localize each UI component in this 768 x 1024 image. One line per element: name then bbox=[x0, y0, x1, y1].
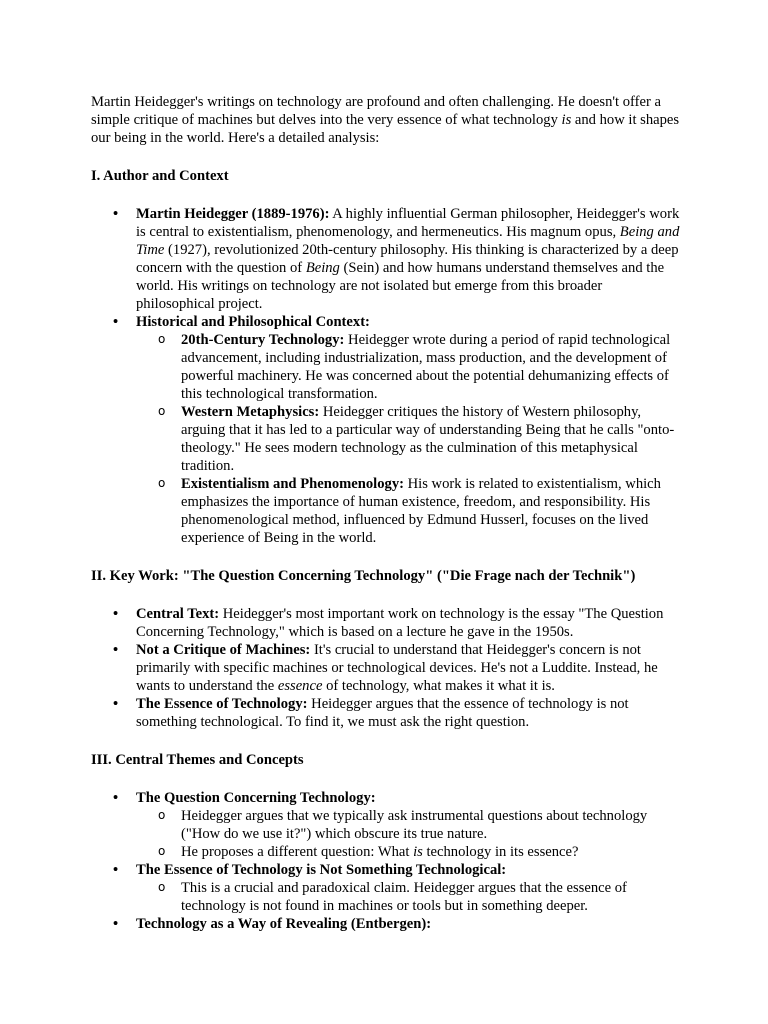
intro-text: and how it shapes our being in the world. Here's a detailed analysis: bbox=[91, 112, 680, 146]
subitem-text: technology in its essence? bbox=[422, 844, 579, 860]
section-3-list bbox=[91, 789, 681, 933]
item-emphasis: Being bbox=[305, 260, 340, 276]
section-heading-themes: III. Central Themes and Concepts bbox=[91, 752, 304, 768]
item-label: The Essence of Technology is Not Something Technological: bbox=[136, 862, 507, 878]
context-sublist bbox=[136, 331, 681, 547]
book-title: Being and Time bbox=[136, 224, 680, 258]
section-1-list bbox=[91, 205, 681, 547]
subitem-label: 20th-Century Technology: bbox=[181, 332, 345, 348]
list-item-revealing bbox=[91, 915, 681, 933]
list-item-not-technological bbox=[91, 861, 681, 915]
item-label: Martin Heidegger (1889-1976): bbox=[136, 206, 330, 222]
subitem-emphasis: is bbox=[413, 844, 423, 860]
subitem-text: Heidegger wrote during a period of rapid technological advancement, including industrialization, mass production, and the development of powerful machinery. He was concerned about the potential dehumanizing effects of this technological transformation. bbox=[181, 332, 671, 402]
subitem-text: He proposes a different question: What bbox=[181, 844, 414, 860]
item-label: Historical and Philosophical Context: bbox=[136, 314, 370, 330]
item-text: of technology, what makes it what it is. bbox=[322, 678, 555, 694]
item-text: A highly influential German philosopher, Heidegger's work is central to existentialism, phenomenology, and hermeneutics. His magnum opus, bbox=[136, 206, 680, 240]
section-2-list bbox=[91, 605, 681, 731]
item-text: Heidegger argues that the essence of technology is not something technological. To find it, we must ask the right question. bbox=[136, 696, 629, 730]
list-item-essence bbox=[91, 695, 681, 731]
list-item-not-critique bbox=[91, 641, 681, 695]
section-heading-key-work: II. Key Work: "The Question Concerning Technology" ("Die Frage nach der Technik") bbox=[91, 568, 636, 584]
sublist-item bbox=[136, 475, 681, 547]
item-text: (Sein) and how humans understand themselves and the world. His writings on technology are not isolated but emerge from this broader philosophical project. bbox=[136, 260, 665, 312]
item-text: (1927), revolutionized 20th-century philosophy. His thinking is characterized by a deep concern with the question of bbox=[136, 242, 679, 276]
subitem-label: Existentialism and Phenomenology: bbox=[181, 476, 404, 492]
sublist-item bbox=[136, 403, 681, 475]
not-technological-sublist bbox=[136, 879, 681, 915]
intro-text: Martin Heidegger's writings on technology are profound and often challenging. He doesn't offer a simple critique of machines but delves into the very essence of what technology bbox=[91, 94, 661, 128]
question-sublist bbox=[136, 807, 681, 861]
item-label: The Question Concerning Technology: bbox=[136, 790, 376, 806]
sublist-item bbox=[136, 843, 681, 861]
list-item-question bbox=[91, 789, 681, 861]
intro-paragraph bbox=[91, 93, 681, 147]
document-body bbox=[91, 93, 681, 953]
intro-emphasis: is bbox=[561, 112, 572, 128]
item-label: Technology as a Way of Revealing (Entbergen): bbox=[136, 916, 432, 932]
list-item-heidegger bbox=[91, 205, 681, 313]
list-item-central-text bbox=[91, 605, 681, 641]
subitem-text: His work is related to existentialism, which emphasizes the importance of human existence, freedom, and responsibility. His phenomenological method, influenced by Edmund Husserl, focuses on the lived experience of Being in the world. bbox=[181, 476, 661, 546]
item-text: Heidegger's most important work on technology is the essay "The Question Concerning Technology," which is based on a lecture he gave in the 1950s. bbox=[136, 606, 664, 640]
item-label: The Essence of Technology: bbox=[136, 696, 308, 712]
item-text: It's crucial to understand that Heidegger's concern is not primarily with specific machines or technological devices. He's not a Luddite. Instead, he wants to understand the bbox=[136, 642, 658, 694]
subitem-label: Western Metaphysics: bbox=[181, 404, 320, 420]
item-emphasis: essence bbox=[277, 678, 323, 694]
sublist-item: o This is a crucial and paradoxical claim. Heidegger argues that the essence of technology is not found in machines or tools but in something deeper. bbox=[136, 879, 681, 915]
sublist-item bbox=[136, 331, 681, 403]
item-label: Not a Critique of Machines: bbox=[136, 642, 311, 658]
subitem-text: Heidegger critiques the history of Western philosophy, arguing that it has led to a particular way of understanding Being that he calls "onto-theology." He sees modern technology as the culmination of this metaphysical tradition. bbox=[181, 404, 675, 474]
sublist-item: o Heidegger argues that we typically ask instrumental questions about technology ("How do we use it?") which obscure its true nature. bbox=[136, 807, 681, 843]
item-label: Central Text: bbox=[136, 606, 220, 622]
list-item-context bbox=[91, 313, 681, 547]
section-heading-author-context: I. Author and Context bbox=[91, 168, 229, 184]
